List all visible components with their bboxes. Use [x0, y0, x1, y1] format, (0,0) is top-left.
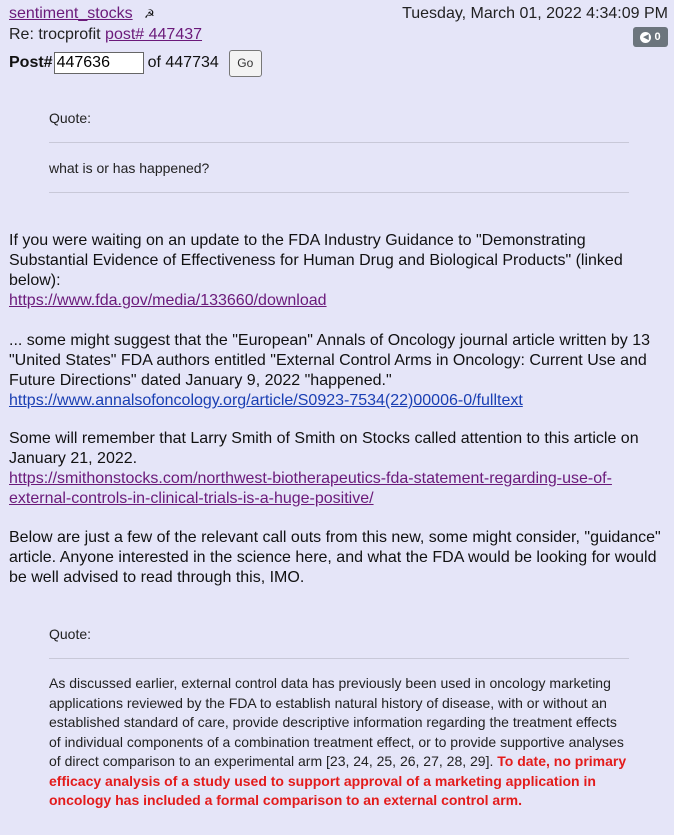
quote-highlight: To date, no primary efficacy analysis of a study used to support approval of a marketing application in oncology has included a formal comparison to an external control arm.	[49, 753, 627, 808]
smithonstocks-link[interactable]: https://smithonstocks.com/northwest-biotherapeutics-fda-statement-regarding-use-of-external-controls-in-clinical-trials-is-a-huge-positive/	[9, 470, 612, 507]
go-button[interactable]: Go	[229, 50, 262, 77]
post-timestamp: Tuesday, March 01, 2022 4:34:09 PM	[402, 5, 668, 22]
paragraph	[9, 429, 664, 509]
quote-divider	[49, 142, 629, 143]
post-total: of 447734	[147, 54, 219, 71]
quote-divider	[49, 192, 629, 193]
paragraph-text: Some will remember that Larry Smith of Smith on Stocks called attention to this article on January 21, 2022.	[9, 430, 639, 467]
quote-block	[49, 110, 629, 193]
quote-label: Quote:	[49, 626, 92, 642]
paragraph-text: If you were waiting on an update to the FDA Industry Guidance to "Demonstrating Substantial Evidence of Effectiveness for Human Drug and Biological Products" (linked below):	[9, 232, 623, 289]
paragraph	[9, 528, 664, 588]
fda-guidance-link[interactable]: https://www.fda.gov/media/133660/download	[9, 292, 327, 309]
annals-article-link[interactable]: https://www.annalsofoncology.org/article/S0923-7534(22)00006-0/fulltext	[9, 392, 523, 409]
paragraph-text: Below are just a few of the relevant call outs from this new, some might consider, "guidance" article. Anyone interested in the science here, and what the FDA would be looking for would be well advised to read through this, IMO.	[9, 529, 661, 586]
paragraph-text: ... some might suggest that the "European" Annals of Oncology journal article written by 13 "United States" FDA authors entitled "External Control Arms in Oncology: Current Use and Future Directions" dated January 9, 2022 "happened."	[9, 332, 651, 389]
paragraph	[9, 331, 664, 411]
quote-text: what is or has happened?	[49, 160, 210, 176]
post-number-label: Post#	[9, 54, 53, 71]
quote-block	[49, 626, 629, 811]
user-status-icon: ☭	[144, 7, 155, 21]
reply-post-link[interactable]: post# 447437	[105, 26, 203, 43]
quote-divider	[49, 658, 629, 659]
reply-line	[9, 26, 202, 44]
username-link[interactable]: sentiment_stocks	[9, 5, 133, 22]
post-header	[9, 5, 668, 27]
quote-label: Quote:	[49, 110, 92, 126]
quote-text	[49, 674, 629, 811]
badge-count: 0	[654, 31, 661, 43]
post-number-input[interactable]	[54, 52, 144, 74]
post-navigation	[9, 49, 262, 77]
paragraph	[9, 231, 664, 311]
quote-body-text: As discussed earlier, external control data has previously been used in oncology marketing applications reviewed by the FDA to establish natural history of disease, with or without an established standard of care, provide descriptive information regarding the treatment effects of individual components of a combination treatment effect, or to provide supportive analyses of direct comparison to an experimental arm [23, 24, 25, 26, 27, 28, 29].	[49, 675, 624, 769]
reply-icon: ◀	[640, 32, 651, 43]
reply-prefix: Re: trocprofit	[9, 26, 101, 43]
replies-badge[interactable]	[633, 27, 668, 47]
